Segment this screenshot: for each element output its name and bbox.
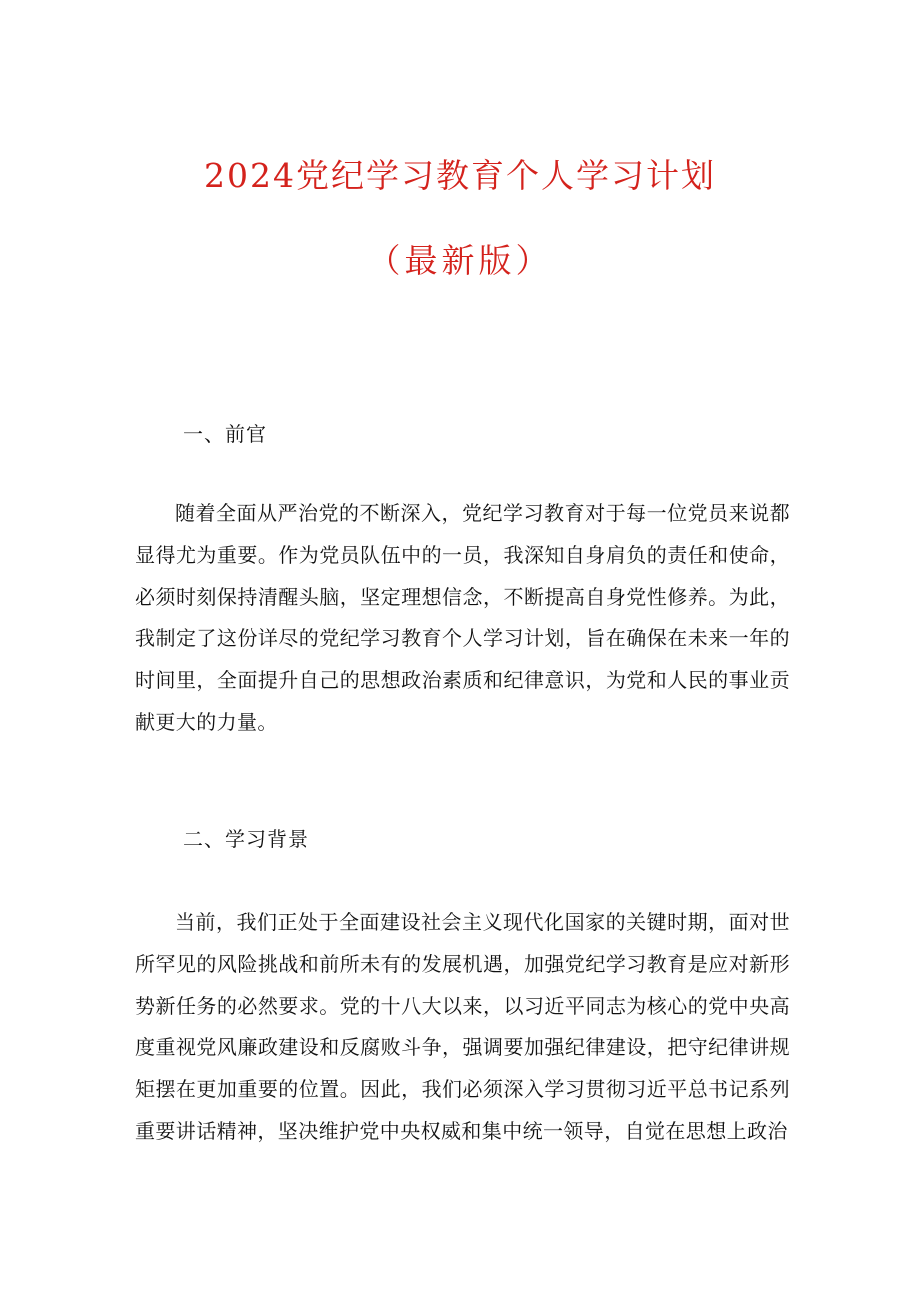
- section-paragraph-background: 当前，我们正处于全面建设社会主义现代化国家的关键时期，面对世所罕见的风险挑战和前所未有的发展机遇，加强党纪学习教育是应对新形势新任务的必然要求。党的十八大以来，以习近平同志为核心的党中央高度重视党风廉政建设和反腐败斗争，强调要加强纪律建设，把守纪律讲规矩摆在更加重要的位置。因此，我们必须深入学习贯彻习近平总书记系列重要讲话精神，坚决维护党中央权威和集中统一领导，自觉在思想上政治: [135, 910, 790, 1143]
- section-heading-background: 二、学习背景: [183, 827, 309, 851]
- document-title: 2024党纪学习教育个人学习计划: [204, 156, 716, 195]
- document-subtitle: （最新版）: [367, 241, 553, 280]
- section-paragraph-preface: 随着全面从严治党的不断深入，党纪学习教育对于每一位党员来说都显得尤为重要。作为党员队伍中的一员，我深知自身肩负的责任和使命，必须时刻保持清醒头脑，坚定理想信念，不断提高自身党性修养。为此，我制定了这份详尽的党纪学习教育个人学习计划，旨在确保在未来一年的时间里，全面提升自己的思想政治素质和纪律意识，为党和人民的事业贡献更大的力量。: [135, 501, 790, 734]
- section-heading-preface: 一、前官: [183, 422, 267, 446]
